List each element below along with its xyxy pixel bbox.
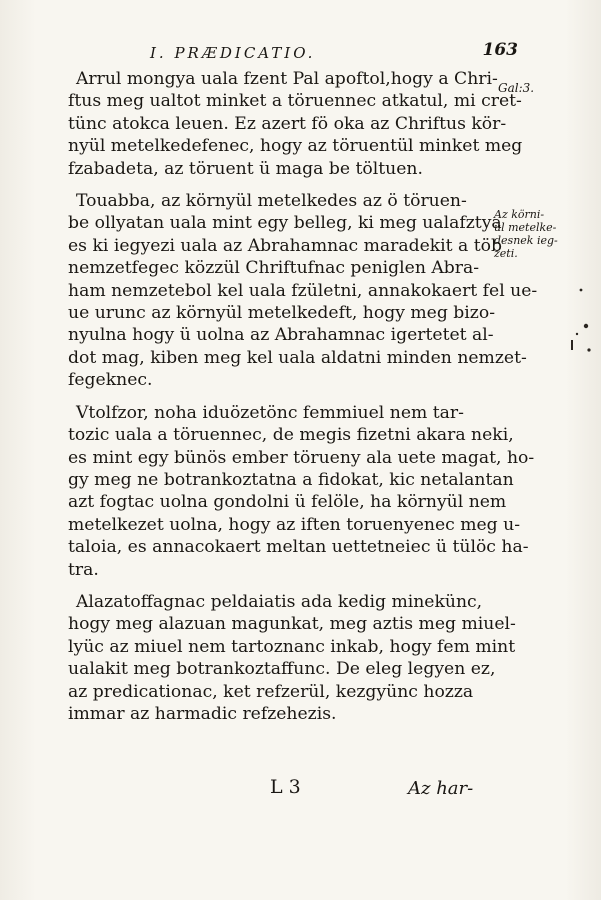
text-line: es ki iegyezi uala az Abrahamnac maradekit a töb [68, 235, 503, 256]
page-number: 163 [482, 40, 518, 60]
text-line: tünc atokca leuen. Ez azert fö oka az Chriftus kör- [68, 113, 507, 134]
text-line: lyüc az miuel nem tartoznanc inkab, hogy fem mint [68, 636, 516, 657]
text-line: az predicationac, ket refzerül, kezgyünc hozza [68, 681, 474, 702]
ink-specks-decoration [553, 280, 593, 360]
catchword: Az har- [408, 778, 474, 799]
margin-note-line: ül metelke- [494, 221, 557, 234]
text-line: nyül metelkedefenec, hogy az töruentül minket meg [68, 136, 523, 157]
text-line: tra. [68, 559, 99, 580]
text-line: fzabadeta, az töruent ü maga be töltuen. [68, 158, 423, 179]
paragraph-3 [68, 402, 535, 581]
running-title: I. PRÆDICATIO. [150, 44, 316, 62]
text-line: Touabba, az környül metelkedes az ö töruen- [76, 191, 467, 212]
text-line: metelkezet uolna, hogy az iften toruenyenec meg u- [68, 514, 521, 535]
text-line: Arrul mongya uala fzent Pal apoftol,hogy a Chri- [76, 69, 498, 89]
margin-note-kornyul [494, 208, 574, 260]
text-line: hogy meg alazuan magunkat, meg aztis meg miuel- [68, 614, 516, 635]
text-line: ftus meg ualtot minket a töruennec atkatul, mi cret- [68, 91, 522, 112]
running-header [150, 40, 520, 68]
text-line: ualakit meg botrankoztaffunc. De eleg legyen ez, [68, 659, 496, 680]
text-line: nemzetfegec közzül Chriftufnac peniglen Abra- [68, 258, 480, 279]
text-line: be ollyatan uala mint egy belleg, ki meg ualafztya [68, 213, 502, 234]
text-line: ham nemzetebol kel uala fzületni, annakokaert fel ue- [68, 280, 538, 301]
text-line: gy meg ne botrankoztatna a fidokat, kic netalantan [68, 469, 514, 490]
page-footer [0, 776, 601, 806]
paragraph-4 [68, 591, 516, 725]
text-line: dot mag, kiben meg kel uala aldatni minden nemzet- [68, 347, 527, 368]
text-line: es mint egy bünös ember törueny ala uete magat, ho- [68, 447, 535, 468]
margin-note-line: Az körni- [494, 208, 545, 221]
text-line: ue urunc az környül metelkedeft, hogy meg bizo- [68, 303, 496, 324]
text-line: nyulna hogy ü uolna az Abrahamnac igertetet al- [68, 325, 494, 346]
text-line: immar az harmadic refzehezis. [68, 703, 337, 724]
signature-mark: L 3 [270, 776, 301, 798]
text-line: tozic uala a töruennec, de megis fizetni akara neki, [68, 425, 514, 446]
text-line: fegeknec. [68, 370, 153, 391]
text-line: Alazatoffagnac peldaiatis ada kedig minekünc, [76, 591, 483, 612]
margin-note-galatians: Gal:3. [498, 81, 535, 95]
text-line: Vtolfzor, noha iduözetönc femmiuel nem tar- [76, 402, 464, 423]
margin-note-line: desnek ieg- [494, 234, 558, 247]
text-line: taloia, es annacokaert meltan uettetneiec ü tülöc ha- [68, 537, 529, 558]
margin-note-line: zeti. [494, 247, 518, 260]
text-line: azt fogtac uolna gondolni ü felöle, ha környül nem [68, 492, 507, 513]
